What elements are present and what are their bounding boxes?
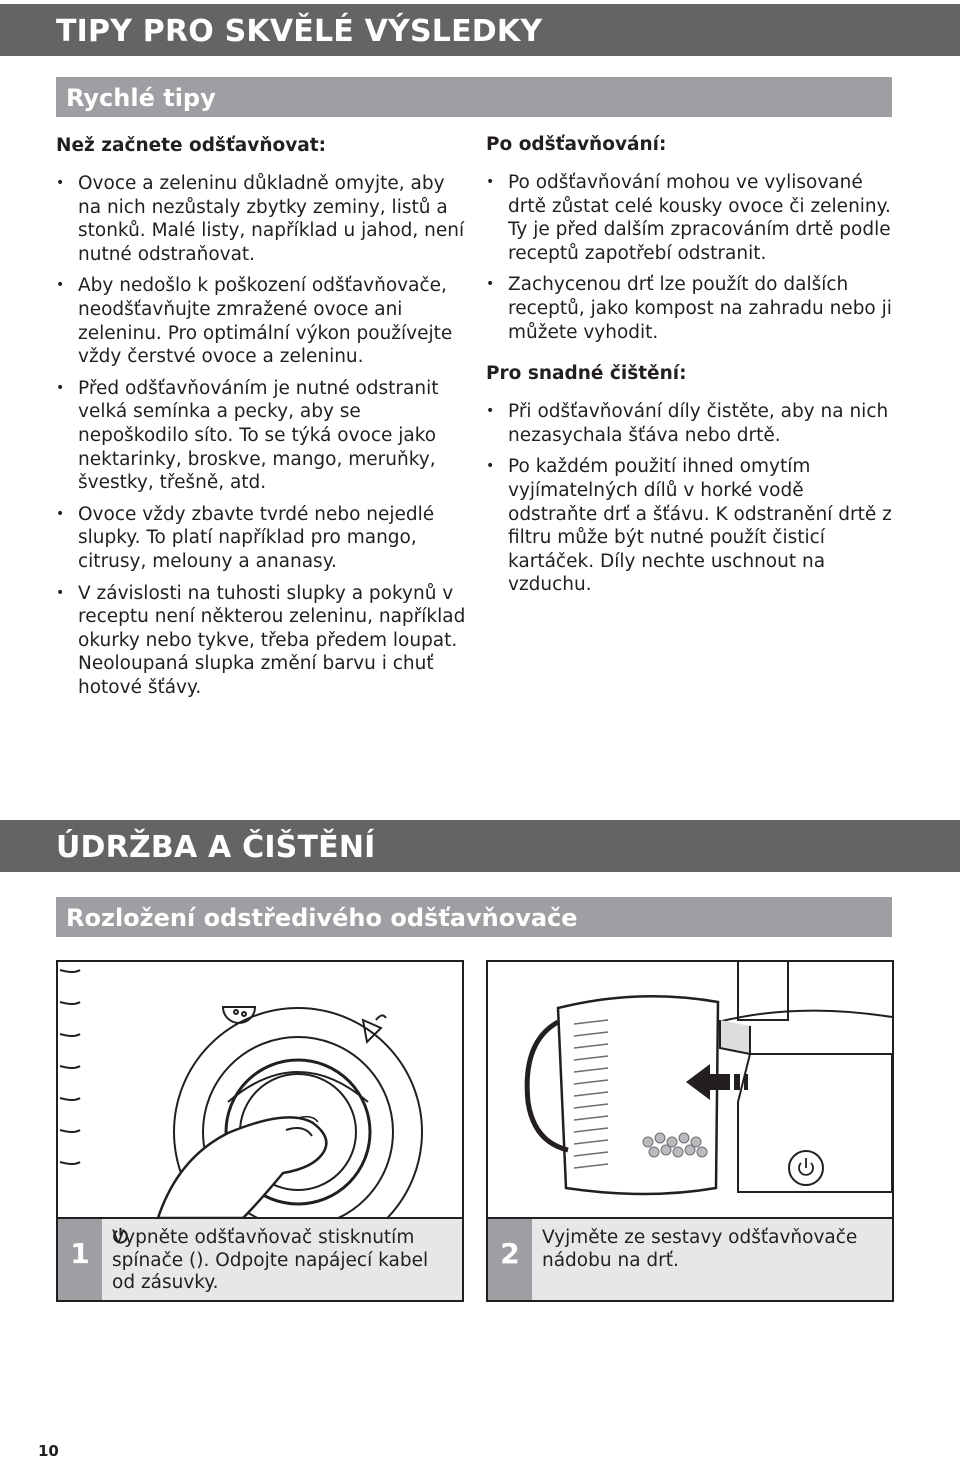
section-header-maintenance: [0, 820, 960, 872]
section-title: ÚDRŽBA A ČIŠTĚNÍ: [56, 830, 376, 865]
section-title: TIPY PRO SKVĚLÉ VÝSLEDKY: [56, 14, 543, 49]
before-juicing-list: [56, 172, 466, 699]
power-icon: [112, 1227, 129, 1244]
list-item: • Zachycenou drť lze použít do dalších receptů, jako kompost na zahradu nebo ji můžete vyhodit.: [486, 273, 896, 344]
finger-pressing-dial-illustration: [58, 962, 462, 1218]
easy-cleaning-heading: Pro snadné čištění:: [486, 363, 687, 385]
step-text: Vypněte odšťavňovač stisknutím spínače ( ). Odpojte napájecí kabel od zásuvky.: [112, 1227, 429, 1293]
pulp-container-removal-illustration: [488, 962, 892, 1218]
subsection-title: Rozložení odstředivého odšťavňovače: [66, 904, 578, 932]
list-item: • Ovoce vždy zbavte tvrdé nebo nejedlé slupky. To platí například pro mango, citrusy, melouny a ananasy.: [56, 503, 466, 574]
step-1-panel: [56, 960, 464, 1302]
list-item: • Při odšťavňování díly čistěte, aby na nich nezasychala šťáva nebo drtě.: [486, 400, 896, 447]
step-1-caption: [58, 1217, 462, 1302]
list-item: • V závislosti na tuhosti slupky a pokynů v receptu není některou zeleninu, například okurky nebo tykve, třeba předem loupat. Neoloupaná slupka změní barvu i chuť hotové šťávy.: [56, 582, 466, 700]
right-column: [486, 133, 896, 615]
subsection-header-quick-tips: [56, 77, 892, 117]
section-header-tips: [0, 4, 960, 56]
subsection-title: Rychlé tipy: [66, 84, 216, 112]
list-item: • Po každém použití ihned omytím vyjímatelných dílů v horké vodě odstraňte drť a šťávu. K odstranění drtě z filtru může být nutné použít čisticí kartáček. Díly nechte uschnout na vzduchu.: [486, 455, 896, 597]
left-column: [56, 134, 466, 717]
before-juicing-heading: Než začnete odšťavňovat:: [56, 135, 327, 156]
list-item: • Před odšťavňováním je nutné odstranit velká semínka a pecky, aby se nepoškodilo síto. To se týká ovoce jako nektarinky, broskve, mango, meruňky, švestky, třešně, atd.: [56, 377, 466, 495]
step-number: 1: [58, 1219, 102, 1302]
list-item: • Aby nedošlo k poškození odšťavňovače, neodšťavňujte zmražené ovoce ani zeleninu. Pro optimální výkon používejte vždy čerstvé ovoce a zeleninu.: [56, 274, 466, 368]
step-number: 2: [488, 1219, 532, 1302]
after-juicing-heading: Po odšťavňování:: [486, 134, 667, 155]
after-juicing-list: [486, 171, 896, 344]
list-item: • Ovoce a zeleninu důkladně omyjte, aby na nich nezůstaly zbytky zeminy, listů a stonků. Malé listy, například u jahod, není nutné odstraňovat.: [56, 172, 466, 266]
easy-cleaning-list: [486, 400, 896, 597]
step-2-caption: [488, 1217, 892, 1302]
step-text: Vyjměte ze sestavy odšťavňovače nádobu na drť.: [542, 1227, 858, 1271]
list-item: • Po odšťavňování mohou ve vylisované drtě zůstat celé kousky ovoce či zeleniny. Ty je před dalším zpracováním drtě podle receptů zapotřebí odstranit.: [486, 171, 896, 265]
page-number: 10: [38, 1442, 59, 1460]
subsection-header-disassembly: [56, 897, 892, 937]
step-2-panel: [486, 960, 894, 1302]
